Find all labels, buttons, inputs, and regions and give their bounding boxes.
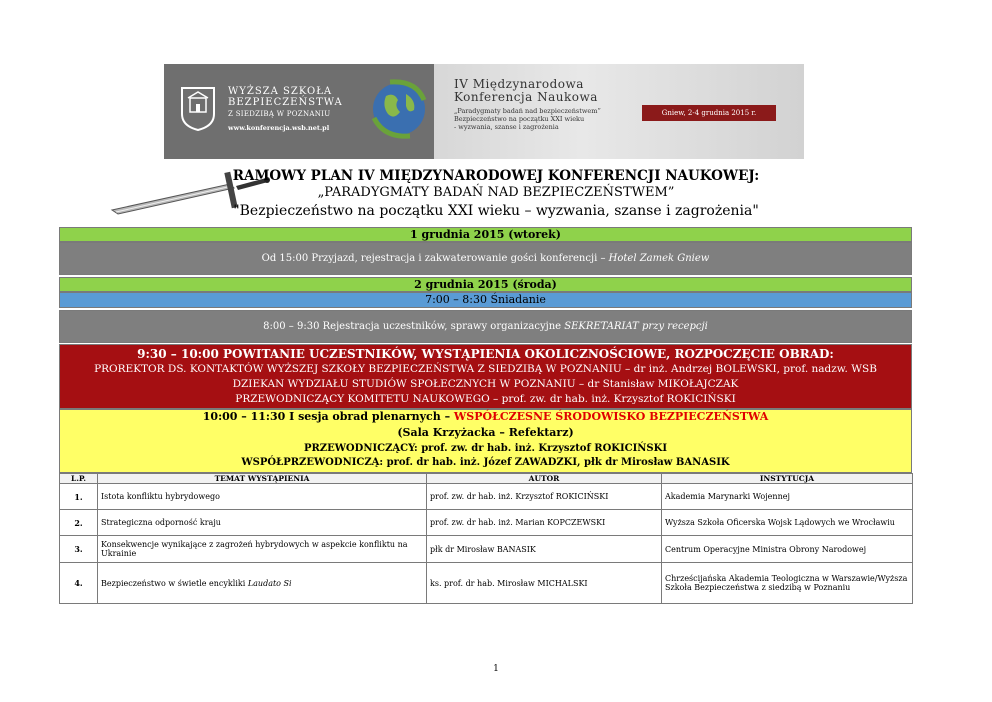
opening-block bbox=[59, 344, 912, 409]
session-room: (Sala Krzyżacka – Refektarz) bbox=[397, 426, 574, 439]
school-seat: Z SIEDZIBĄ W POZNANIU bbox=[228, 110, 331, 118]
conference-subtitle-line: „Paradygmaty badań nad bezpieczeństwem” bbox=[454, 107, 601, 115]
school-name: WYŻSZA SZKOŁA BEZPIECZEŃSTWA bbox=[228, 86, 343, 108]
column-header-author: AUTOR bbox=[427, 474, 662, 484]
registration-place: SEKRETARIAT przy recepcji bbox=[564, 321, 708, 332]
topic-text: Istota konfliktu hybrydowego bbox=[101, 492, 220, 501]
table-row bbox=[60, 510, 913, 536]
topic-text: Strategiczna odporność kraju bbox=[101, 518, 221, 527]
session-name: WSPÓŁCZESNE ŚRODOWISKO BEZPIECZEŃSTWA bbox=[453, 410, 769, 423]
table-row bbox=[60, 563, 913, 604]
talks-table bbox=[59, 473, 913, 604]
table-row bbox=[60, 536, 913, 563]
day1-header: 1 grudnia 2015 (wtorek) bbox=[59, 227, 912, 242]
column-header-institution: INSTYTUCJA bbox=[662, 474, 913, 484]
school-crest-icon bbox=[178, 84, 218, 132]
globe-icon bbox=[364, 74, 434, 144]
page-number: 1 bbox=[493, 664, 499, 674]
cell-lp: 1. bbox=[60, 484, 98, 510]
conference-subtitle-line: - wyzwania, szanse i zagrożenia bbox=[454, 123, 559, 131]
opening-speaker: PRZEWODNICZĄCY KOMITETU NAUKOWEGO – prof. zw. dr hab. inż. Krzysztof ROKICIŃSKI bbox=[235, 393, 736, 405]
cell-lp: 4. bbox=[60, 563, 98, 604]
arrival-text: Od 15:00 Przyjazd, rejestracja i zakwaterowanie gości konferencji – bbox=[261, 253, 609, 264]
conference-title: IV Międzynarodowa Konferencja Naukowa bbox=[454, 77, 598, 104]
topic-text: Konsekwencje wynikające z zagrożeń hybrydowych w aspekcie konfliktu na Ukrainie bbox=[101, 540, 408, 558]
day2-header: 2 grudnia 2015 (środa) bbox=[59, 277, 912, 292]
column-header-lp: L.P. bbox=[60, 474, 98, 484]
session-chair: PRZEWODNICZĄCY: prof. zw. dr hab. inż. Krzysztof ROKICIŃSKI bbox=[303, 443, 668, 454]
opening-title: 9:30 – 10:00 POWITANIE UCZESTNIKÓW, WYSTĄPIENIA OKOLICZNOŚCIOWE, ROZPOCZĘCIE OBRAD: bbox=[137, 347, 834, 361]
opening-speaker: DZIEKAN WYDZIAŁU STUDIÓW SPOŁECZNYCH W POZNANIU – dr Stanisław MIKOŁAJCZAK bbox=[232, 378, 739, 390]
cell-topic bbox=[98, 563, 427, 604]
place-date-badge: Gniew, 2-4 grudnia 2015 r. bbox=[642, 105, 776, 121]
cell-lp: 2. bbox=[60, 510, 98, 536]
registration-text: 8:00 – 9:30 Rejestracja uczestników, sprawy organizacyjne bbox=[263, 321, 565, 332]
conference-subtitle bbox=[454, 107, 674, 131]
opening-speaker: PROREKTOR DS. KONTAKTÓW WYŻSZEJ SZKOŁY BEZPIECZEŃSTWA Z SIEDZIBĄ W POZNANIU – dr inż. Andrzej BOLEWSKI, prof. nadzw. WSB bbox=[94, 363, 877, 375]
cell-topic bbox=[98, 484, 427, 510]
arrival-place: Hotel Zamek Gniew bbox=[608, 253, 710, 264]
registration-row bbox=[59, 310, 912, 343]
breakfast-row: 7:00 – 8:30 Śniadanie bbox=[59, 292, 912, 308]
cell-topic bbox=[98, 536, 427, 563]
session-block bbox=[59, 409, 912, 473]
topic-emphasis: Laudato Si bbox=[247, 578, 292, 588]
school-url: www.konferencja.wsb.net.pl bbox=[228, 124, 330, 132]
cell-institution: Wyższa Szkoła Oficerska Wojsk Lądowych we Wrocławiu bbox=[662, 510, 913, 536]
cell-author: prof. zw. dr hab. inż. Marian KOPCZEWSKI bbox=[427, 510, 662, 536]
cell-topic bbox=[98, 510, 427, 536]
conference-banner bbox=[164, 64, 804, 159]
cell-institution: Akademia Marynarki Wojennej bbox=[662, 484, 913, 510]
cell-institution: Chrześcijańska Akademia Teologiczna w Warszawie/Wyższa Szkoła Bezpieczeństwa z siedzibą w Poznaniu bbox=[662, 563, 913, 604]
column-header-topic: TEMAT WYSTĄPIENIA bbox=[98, 474, 427, 484]
banner-conference-panel bbox=[434, 64, 804, 159]
banner-school-panel bbox=[164, 64, 434, 159]
table-header-row bbox=[60, 474, 913, 484]
plan-title: RAMOWY PLAN IV MIĘDZYNARODOWEJ KONFERENCJI NAUKOWEJ: bbox=[232, 168, 760, 184]
plan-subtitle: „PARADYGMATY BADAŃ NAD BEZPIECZEŃSTWEM” bbox=[317, 185, 675, 200]
cell-author: ks. prof. dr hab. Mirosław MICHALSKI bbox=[427, 563, 662, 604]
session-cochair: WSPÓŁPRZEWODNICZĄ: prof. dr hab. inż. Józef ZAWADZKI, płk dr Mirosław BANASIK bbox=[241, 457, 730, 468]
session-heading bbox=[60, 410, 911, 424]
cell-institution: Centrum Operacyjne Ministra Obrony Narodowej bbox=[662, 536, 913, 563]
cell-author: prof. zw. dr hab. inż. Krzysztof ROKICIŃSKI bbox=[427, 484, 662, 510]
session-time: 10:00 – 11:30 I sesja obrad plenarnych – bbox=[202, 410, 454, 423]
conference-subtitle-line: Bezpieczeństwo na początku XXI wieku bbox=[454, 115, 585, 123]
arrival-row bbox=[59, 242, 912, 275]
topic-text: Bezpieczeństwo w świetle encykliki bbox=[101, 578, 248, 588]
plan-theme: "Bezpieczeństwo na początku XXI wieku – wyzwania, szanse i zagrożenia" bbox=[233, 203, 759, 219]
cell-author: płk dr Mirosław BANASIK bbox=[427, 536, 662, 563]
table-row bbox=[60, 484, 913, 510]
cell-lp: 3. bbox=[60, 536, 98, 563]
